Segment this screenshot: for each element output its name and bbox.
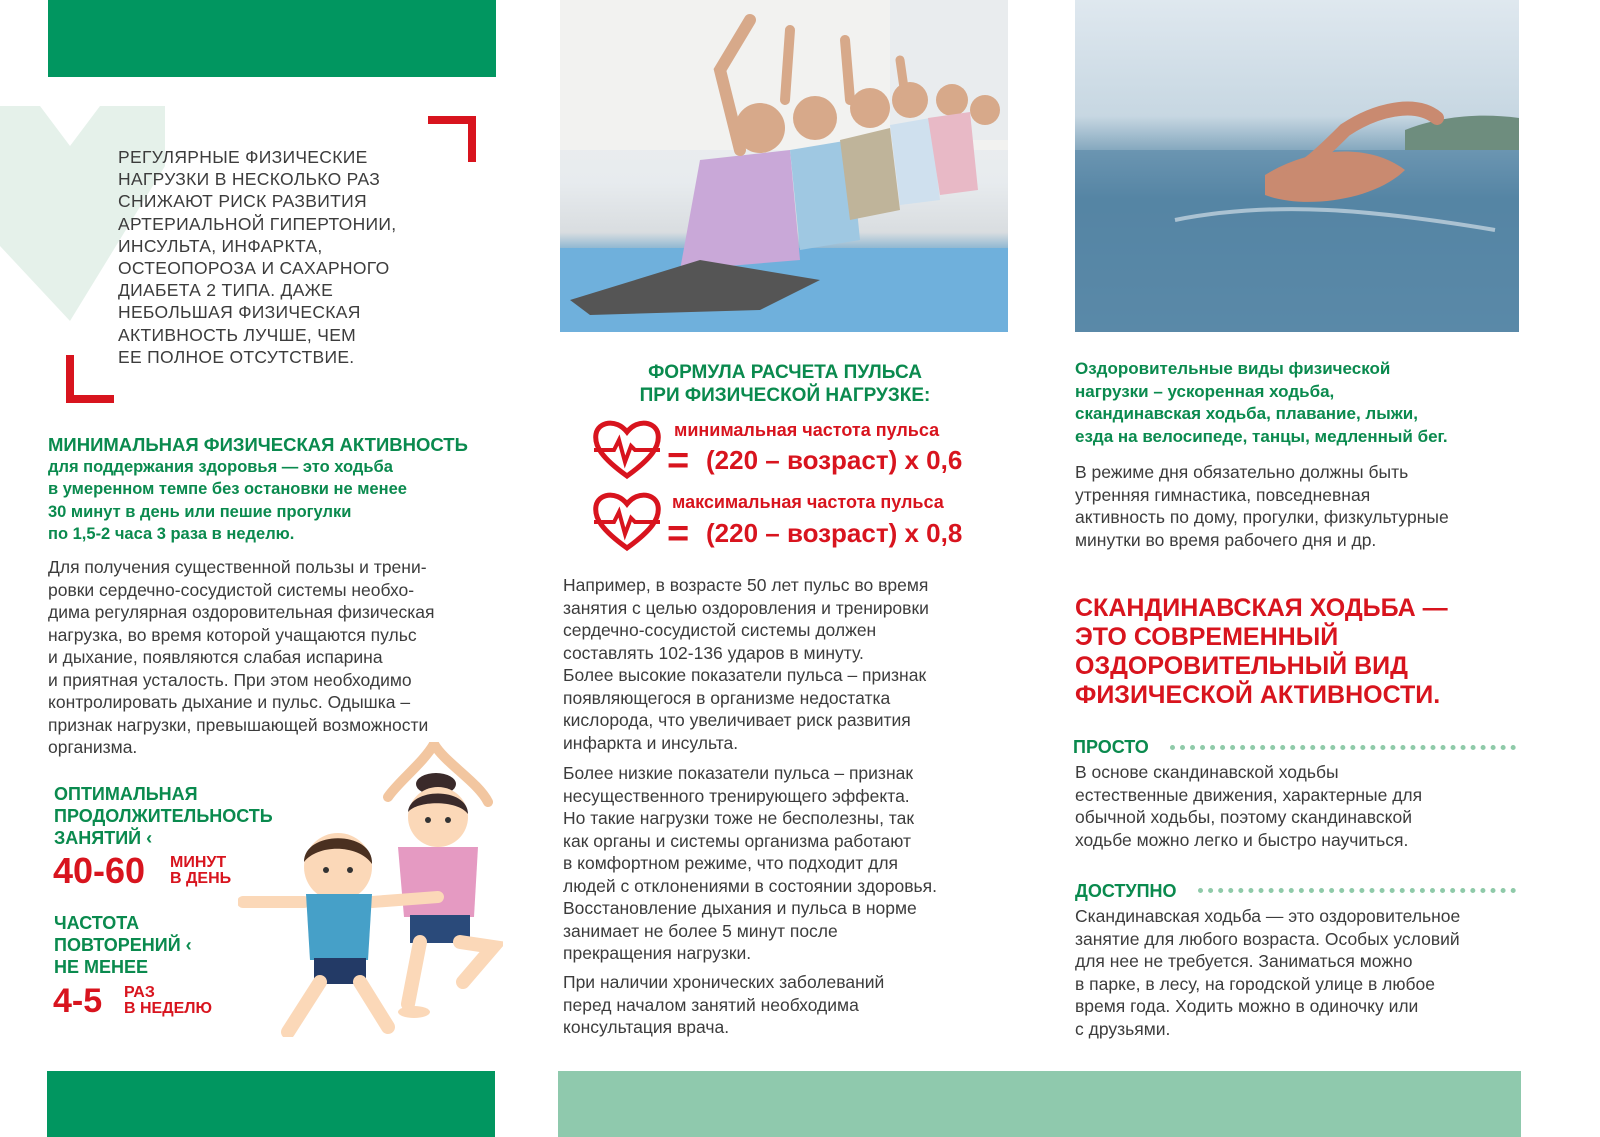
swimmer-photo xyxy=(1075,0,1519,332)
frequency-label xyxy=(54,912,192,978)
bottom-light-green-band xyxy=(558,1071,1521,1137)
accessible-line: время года. Ходить можно в одиночку или xyxy=(1075,996,1419,1016)
simple-dotted-rule xyxy=(1170,745,1516,750)
simple-line: ходьбе можно легко и быстро научиться. xyxy=(1075,829,1409,850)
daily-regime-line: утренняя гимнастика, повседневная xyxy=(1075,484,1371,505)
low-pulse-line: Восстановление дыхания и пульса в норме xyxy=(563,898,917,918)
duration-label-line: ПРОДОЛЖИТЕЛЬНОСТЬ xyxy=(54,806,273,826)
bottom-green-band-left xyxy=(47,1071,495,1137)
top-green-band xyxy=(48,0,496,77)
chronic-line: При наличии хронических заболеваний xyxy=(563,972,885,992)
accessible-line: с друзьями. xyxy=(1075,1018,1171,1039)
low-pulse-line: несущественного тренирующего эффекта. xyxy=(563,785,910,806)
daily-regime-line: минутки во время рабочего дня и др. xyxy=(1075,529,1377,550)
healthy-types-line: нагрузки – ускоренная ходьба, xyxy=(1075,381,1335,401)
low-pulse-line: Но такие нагрузки тоже не бесполезны, так xyxy=(563,808,914,828)
simple-paragraph xyxy=(1075,761,1535,851)
example-line: сердечно-сосудистой системы должен xyxy=(563,620,877,640)
kids-exercising-illustration xyxy=(238,742,503,1037)
benefit-paragraph xyxy=(48,556,503,759)
duration-label-line: ЗАНЯТИЙ ‹ xyxy=(54,828,153,848)
min-activity-line: для поддержания здоровья — это ходьба xyxy=(48,458,393,476)
benefit-line: дима регулярная оздоровительная физическая xyxy=(48,602,435,622)
example-line: занятия с целью оздоровления и тренировки xyxy=(563,597,929,618)
low-pulse-line: как органы и системы организма работают xyxy=(563,830,911,851)
low-pulse-paragraph xyxy=(563,762,1008,965)
min-activity-line: по 1,5-2 часа 3 раза в неделю. xyxy=(48,524,295,543)
accessible-line: занятие для любого возраста. Особых условий xyxy=(1075,928,1460,949)
duration-unit xyxy=(170,855,231,887)
corner-bracket-bottom-icon xyxy=(66,355,116,405)
benefit-line: организма. xyxy=(48,737,138,757)
simple-line: В основе скандинавской ходьбы xyxy=(1075,762,1339,782)
simple-line: естественные движения, характерные для xyxy=(1075,784,1423,805)
frequency-unit xyxy=(124,985,212,1017)
min-activity-heading: МИНИМАЛЬНАЯ ФИЗИЧЕСКАЯ АКТИВНОСТЬ xyxy=(48,434,468,455)
chronic-line: перед началом занятий необходима xyxy=(563,994,859,1015)
duration-unit-line: МИНУТ xyxy=(170,854,227,871)
accessible-line: для нее не требуется. Заниматься можно xyxy=(1075,951,1413,971)
nordic-heading-line: ОЗДОРОВИТЕЛЬНЫЙ ВИД xyxy=(1075,652,1408,680)
example-line: инфаркта и инсульта. xyxy=(563,732,739,753)
intro-line: СНИЖАЮТ РИСК РАЗВИТИЯ xyxy=(118,191,367,212)
example-line: составлять 102-136 ударов в минуту. xyxy=(563,642,864,663)
example-paragraph xyxy=(563,574,1008,754)
duration-label-line: ОПТИМАЛЬНАЯ xyxy=(54,784,198,804)
intro-line: АРТЕРИАЛЬНОЙ ГИПЕРТОНИИ, xyxy=(118,213,397,234)
accessible-paragraph xyxy=(1075,905,1545,1040)
accessible-line: Скандинавская ходьба — это оздоровительное xyxy=(1075,906,1461,926)
simple-line: обычной ходьбы, поэтому скандинавской xyxy=(1075,807,1412,827)
min-activity-line: в умеренном темпе без остановки не менее xyxy=(48,480,407,499)
heart-pulse-icon xyxy=(592,490,662,552)
min-pulse-formula: (220 – возраст) х 0,6 xyxy=(706,445,963,475)
example-line: кислорода, что увеличивает риск развития xyxy=(563,710,911,730)
intro-line: АКТИВНОСТЬ ЛУЧШЕ, ЧЕМ xyxy=(118,324,357,345)
group-stretching-photo xyxy=(560,0,1008,332)
frequency-value: 4-5 xyxy=(53,982,103,1020)
frequency-label-line: ЧАСТОТА xyxy=(54,913,140,933)
chronic-paragraph xyxy=(563,971,1008,1039)
example-line: Более высокие показатели пульса – признак xyxy=(563,665,927,685)
healthy-types-text xyxy=(1075,358,1535,448)
low-pulse-line: людей с отклонениями в состоянии здоровья. xyxy=(563,875,937,896)
nordic-heading-line: ЭТО СОВРЕМЕННЫЙ xyxy=(1075,623,1339,651)
intro-line: НЕБОЛЬШАЯ ФИЗИЧЕСКАЯ xyxy=(118,302,361,323)
intro-line: РЕГУЛЯРНЫЕ ФИЗИЧЕСКИЕ xyxy=(118,147,368,167)
low-pulse-line: Более низкие показатели пульса – признак xyxy=(563,763,914,783)
frequency-unit-line: РАЗ xyxy=(124,984,155,1001)
benefit-line: и приятная усталость. При этом необходимо xyxy=(48,669,412,690)
benefit-line: и дыхание, появляются слабая испарина xyxy=(48,647,383,667)
formula-title-line: ПРИ ФИЗИЧЕСКОЙ НАГРУЗКЕ: xyxy=(639,385,931,406)
benefit-line: признак нагрузки, превышающей возможности xyxy=(48,714,429,735)
max-pulse-formula: (220 – возраст) х 0,8 xyxy=(706,518,963,548)
daily-regime-paragraph xyxy=(1075,461,1535,551)
intro-line: НАГРУЗКИ В НЕСКОЛЬКО РАЗ xyxy=(118,169,381,190)
benefit-line: нагрузка, во время которой учащаются пульс xyxy=(48,624,417,645)
low-pulse-line: занимает не более 5 минут после xyxy=(563,920,838,941)
example-line: Например, в возрасте 50 лет пульс во время xyxy=(563,575,929,595)
example-line: появляющегося в организме недостатка xyxy=(563,687,891,708)
healthy-types-line: езда на велосипеде, танцы, медленный бег. xyxy=(1075,426,1448,446)
healthy-types-line: Оздоровительные виды физической xyxy=(1075,359,1391,378)
benefit-line: Для получения существенной пользы и трени- xyxy=(48,557,427,577)
max-equals: = xyxy=(667,513,690,555)
daily-regime-line: В режиме дня обязательно должны быть xyxy=(1075,462,1409,482)
frequency-unit-line: В НЕДЕЛЮ xyxy=(124,1000,213,1017)
heart-pulse-icon xyxy=(592,418,662,480)
healthy-types-line: скандинавская ходьба, плавание, лыжи, xyxy=(1075,404,1418,423)
intro-line: ДИАБЕТА 2 ТИПА. ДАЖЕ xyxy=(118,280,334,301)
nordic-heading-line: СКАНДИНАВСКАЯ ХОДЬБА — xyxy=(1075,594,1448,622)
intro-line: ОСТЕОПОРОЗА И САХАРНОГО xyxy=(118,258,390,279)
duration-unit-line: В ДЕНЬ xyxy=(170,870,232,887)
formula-title-line: ФОРМУЛА РАСЧЕТА ПУЛЬСА xyxy=(648,362,922,383)
intro-line: ИНСУЛЬТА, ИНФАРКТА, xyxy=(118,235,323,256)
min-activity-line: 30 минут в день или пешие прогулки xyxy=(48,502,352,521)
simple-heading: ПРОСТО xyxy=(1073,737,1149,757)
max-pulse-label: максимальная частота пульса xyxy=(672,492,944,512)
frequency-label-line: ПОВТОРЕНИЙ ‹ xyxy=(54,935,192,955)
formula-title xyxy=(585,361,985,407)
low-pulse-line: в комфортном режиме, что подходит для xyxy=(563,853,899,873)
intro-line: ЕЕ ПОЛНОЕ ОТСУТСТВИЕ. xyxy=(118,346,355,367)
accessible-line: в парке, в лесу, на городской улице в любое xyxy=(1075,973,1435,994)
low-pulse-line: прекращения нагрузки. xyxy=(563,943,752,963)
frequency-label-line: НЕ МЕНЕЕ xyxy=(54,957,149,977)
min-activity-block xyxy=(48,434,498,545)
accessible-dotted-rule xyxy=(1198,888,1516,893)
nordic-walking-heading xyxy=(1075,594,1545,710)
accessible-heading: ДОСТУПНО xyxy=(1075,881,1177,901)
min-equals: = xyxy=(667,440,690,482)
min-pulse-label: минимальная частота пульса xyxy=(674,420,940,440)
duration-value: 40-60 xyxy=(53,850,146,891)
nordic-heading-line: ФИЗИЧЕСКОЙ АКТИВНОСТИ. xyxy=(1075,681,1441,709)
intro-text xyxy=(118,146,448,368)
benefit-line: ровки сердечно-сосудистой системы необхо- xyxy=(48,579,415,600)
chronic-line: консультация врача. xyxy=(563,1017,730,1037)
daily-regime-line: активность по дому, прогулки, физкультурные xyxy=(1075,507,1449,527)
benefit-line: контролировать дыхание и пульс. Одышка – xyxy=(48,692,411,712)
